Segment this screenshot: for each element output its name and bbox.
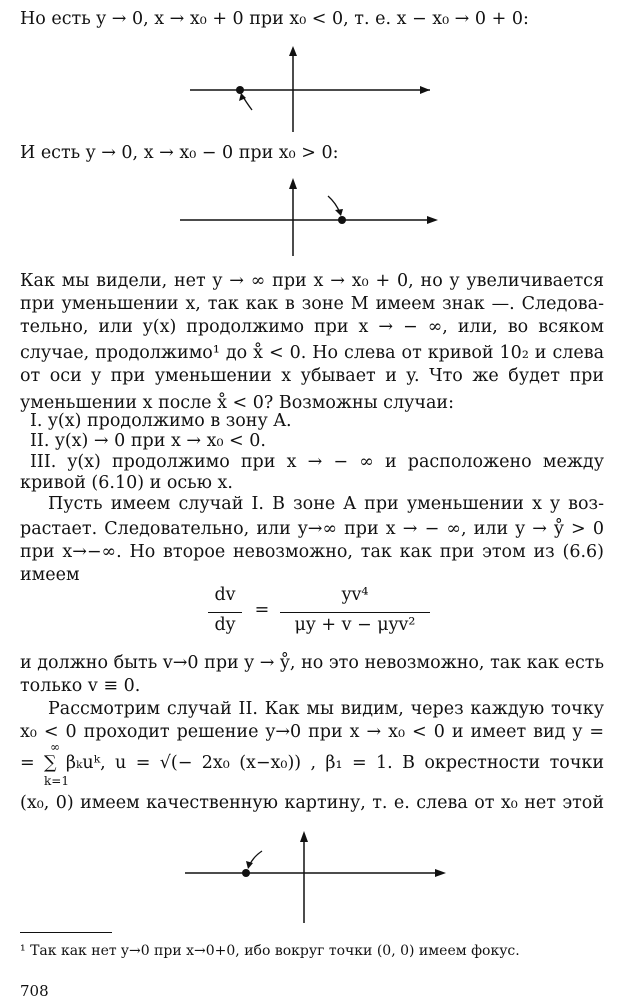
- text-line: x₀ < 0 проходит решение y→0 при x → x₀ < 0 и имеет вид y =: [20, 722, 604, 742]
- x-axis-arrowhead: [420, 86, 430, 94]
- sum-upper-limit: ∞: [50, 740, 60, 754]
- text-line: = ∑ βₖuᵏ, u = √(− 2x₀ (x−x₀)) , β₁ = 1. В окрестности точки: [20, 753, 604, 773]
- rhs-fraction-bar: [280, 612, 430, 613]
- footnote: ¹ Так как нет y→0 при x→0+0, ибо вокруг точки (0, 0) имеем фокус.: [20, 943, 520, 959]
- text-line: при x→−∞. Но второе невозможно, так как при этом из (6.6): [20, 542, 604, 562]
- trajectory-arrowhead: [246, 861, 253, 869]
- text-line: уменьшении x после x̊ < 0? Возможны случаи:: [20, 393, 454, 413]
- point-x0: [242, 869, 250, 877]
- page-number: 708: [20, 982, 49, 1000]
- text-line: имеем: [20, 565, 80, 585]
- point-x0: [338, 216, 346, 224]
- sum-lower-limit: k=1: [44, 774, 69, 788]
- text-line: Как мы видели, нет y → ∞ при x → x₀ + 0, но y увеличивается: [20, 271, 604, 291]
- text-line: и должно быть v→0 при y → ẙ, но это невозможно, так как есть: [20, 653, 604, 673]
- case-item: II. y(x) → 0 при x → x₀ < 0.: [30, 431, 266, 451]
- case-item: III. y(x) продолжимо при x → − ∞ и расположено между: [30, 452, 604, 472]
- text-line: (x₀, 0) имеем качественную картину, т. е. слева от x₀ нет этой: [20, 793, 604, 813]
- lhs-denominator: dy: [214, 615, 236, 635]
- paragraph-start: Пусть имеем случай I. В зоне A при уменьшении x y воз-: [48, 494, 604, 514]
- x-axis-arrowhead: [435, 869, 446, 877]
- rhs-numerator: yv⁴: [341, 585, 369, 605]
- text-line: при уменьшении x, так как в зоне M имеем знак —. Следова-: [20, 294, 604, 314]
- text-line: кривой (6.10) и осью x.: [20, 473, 233, 493]
- y-axis-arrowhead: [289, 178, 297, 189]
- text-line: тельно, или y(x) продолжимо при x → − ∞, или, во всяком: [20, 317, 604, 337]
- text-line: Но есть y → 0, x → x₀ + 0 при x₀ < 0, т. е. x − x₀ → 0 + 0:: [20, 9, 529, 29]
- text-line: И есть y → 0, x → x₀ − 0 при x₀ > 0:: [20, 143, 339, 163]
- rhs-denominator: μy + v − μyv²: [294, 615, 416, 635]
- case-item: I. y(x) продолжимо в зону A.: [30, 411, 292, 431]
- text-line: от оси y при уменьшении x убывает и y. Что же будет при: [20, 366, 604, 386]
- display-formula: [200, 585, 440, 645]
- figure-phase-1: [180, 40, 440, 140]
- trajectory-arrowhead: [335, 209, 343, 216]
- lhs-fraction-bar: [208, 612, 242, 613]
- x-axis-arrowhead: [427, 216, 438, 224]
- text-line: растает. Следовательно, или y→∞ при x → − ∞, или y → ẙ > 0: [20, 519, 604, 539]
- equals-sign: =: [254, 600, 270, 620]
- lhs-numerator: dv: [214, 585, 236, 605]
- footnote-rule: [20, 932, 112, 933]
- y-axis-arrowhead: [289, 46, 297, 56]
- text-line: только v ≡ 0.: [20, 676, 141, 696]
- point-x0: [236, 86, 244, 94]
- y-axis-arrowhead: [300, 831, 308, 842]
- figure-phase-2: [180, 172, 440, 262]
- paragraph-start: Рассмотрим случай II. Как мы видим, через каждую точку: [48, 699, 604, 719]
- figure-phase-3: [180, 828, 450, 928]
- text-line: случае, продолжимо¹ до x̊ < 0. Но слева от кривой 10₂ и слева: [20, 343, 604, 363]
